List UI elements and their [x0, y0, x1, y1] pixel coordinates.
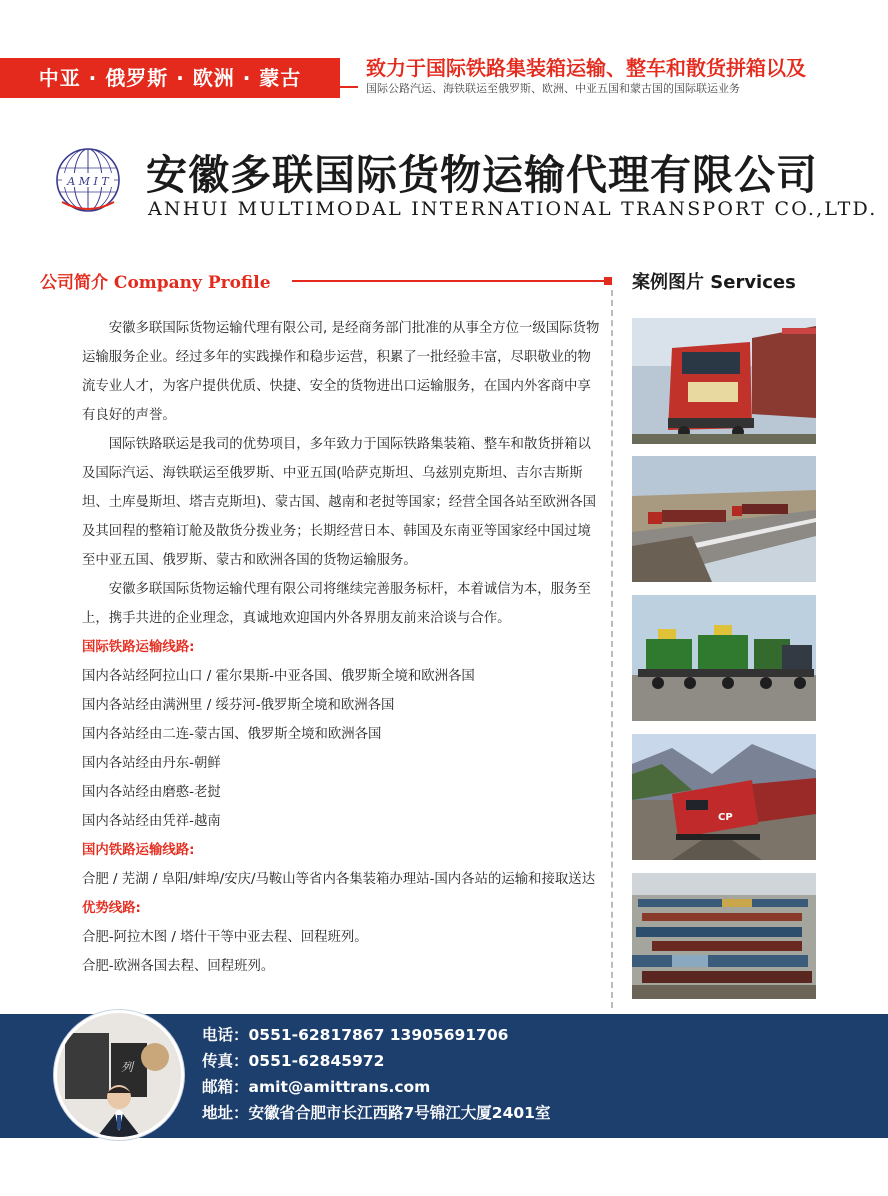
route-item: 国内各站经由满洲里 / 绥芬河-俄罗斯全境和欧洲各国 [82, 698, 395, 713]
rail-yard-photo [632, 873, 816, 999]
intl-routes-heading: 国际铁路运输线路: [82, 640, 195, 655]
company-logo [52, 146, 124, 218]
route-item: 合肥 / 芜湖 / 阜阳/蚌埠/安庆/马鞍山等省内各集装箱办理站-国内各站的运输和接取送达 [82, 872, 596, 887]
address-value: 安徽省合肥市长江西路7号锦江大厦2401室 [248, 1104, 551, 1122]
phone-value[interactable]: 0551-62817867 13905691706 [248, 1026, 509, 1044]
highway-truck-photo [632, 456, 816, 582]
email-row [202, 1074, 842, 1100]
advantage-routes-heading: 优势线路: [82, 901, 141, 916]
harvester-cargo-photo [632, 595, 816, 721]
company-name-en: ANHUI MULTIMODAL INTERNATIONAL TRANSPORT CO.,LTD. [148, 198, 878, 220]
globe-logo-icon [52, 146, 124, 218]
profile-title [40, 268, 271, 293]
phone-label: 电话： [202, 1026, 249, 1044]
fax-value: 0551-62845972 [248, 1052, 385, 1070]
slogan-main: 致力于国际铁路集装箱运输、整车和散货拼箱以及 [366, 56, 806, 80]
route-item: 合肥-阿拉木图 / 塔什干等中亚去程、回程班列。 [82, 930, 368, 945]
profile-paragraph: 安徽多联国际货物运输代理有限公司将继续完善服务标杆，本着诚信为本，服务至上，携手共进的企业理念，真诚地欢迎国内外各界朋友前来洽谈与合作。 [82, 582, 591, 626]
fax-row [202, 1048, 842, 1074]
email-label: 邮箱： [202, 1078, 249, 1096]
domestic-routes-heading: 国内铁路运输线路: [82, 843, 195, 858]
route-item: 合肥-欧洲各国去程、回程班列。 [82, 959, 275, 974]
cp-train-photo [632, 734, 816, 860]
profile-title-en: Company Profile [113, 273, 271, 293]
profile-rule [292, 280, 610, 282]
profile-title-cn: 公司简介 [40, 273, 108, 293]
slogan-sub: 国际公路汽运、海铁联运至俄罗斯、欧洲、中亚五国和蒙古国的国际联运业务 [366, 82, 740, 95]
address-label: 地址： [202, 1104, 249, 1122]
regions-tag: 中亚 · 俄罗斯 · 欧洲 · 蒙古 [0, 58, 340, 98]
contact-avatar [54, 1010, 184, 1140]
profile-paragraph: 安徽多联国际货物运输代理有限公司, 是经商务部门批准的从事全方位一级国际货物运输服务企业。经过多年的实践操作和稳步运营，积累了一批经验丰富，尽职敬业的物流专业人才，为客户提供优质、快捷、安全的货物进出口运输服务，在国内外客商中享有良好的声誉。 [82, 321, 600, 423]
svg-text:CP: CP [718, 812, 733, 823]
route-item: 国内各站经由凭祥-越南 [82, 814, 221, 829]
phone-row [202, 1022, 842, 1048]
route-item: 国内各站经由磨憨-老挝 [82, 785, 221, 800]
tag-connector-line [340, 86, 358, 88]
logo-text: A M I T [67, 175, 109, 188]
column-divider [611, 290, 613, 1008]
profile-rule-dot [604, 277, 612, 285]
route-item: 国内各站经阿拉山口 / 霍尔果斯-中亚各国、俄罗斯全境和欧洲各国 [82, 669, 475, 684]
svg-text:列: 列 [121, 1060, 134, 1074]
services-title: 案例图片 Services [632, 272, 796, 293]
address-row [202, 1100, 842, 1126]
profile-paragraph: 国际铁路联运是我司的优势项目，多年致力于国际铁路集装箱、整车和散货拼箱以及国际汽运、海铁联运至俄罗斯、中亚五国(哈萨克斯坦、乌兹别克斯坦、吉尔吉斯斯坦、土库曼斯坦、塔吉克斯坦)、蒙古国、越南和老挝等国家；经营全国各站至欧洲各国及其回程的整箱订舱及散货分拨业务；长期经营日本、韩国及东南亚等国家经中国过境至中亚五国、俄罗斯、蒙古和欧洲各国的货物运输服务。 [82, 437, 597, 568]
profile-content [82, 314, 604, 981]
email-value[interactable]: amit@amittrans.com [248, 1078, 431, 1096]
route-item: 国内各站经由二连-蒙古国、俄罗斯全境和欧洲各国 [82, 727, 382, 742]
contact-info [202, 1022, 842, 1126]
company-name-cn: 安徽多联国际货物运输代理有限公司 [146, 151, 818, 199]
locomotive-photo [632, 318, 816, 444]
fax-label: 传真： [202, 1052, 249, 1070]
route-item: 国内各站经由丹东-朝鲜 [82, 756, 221, 771]
